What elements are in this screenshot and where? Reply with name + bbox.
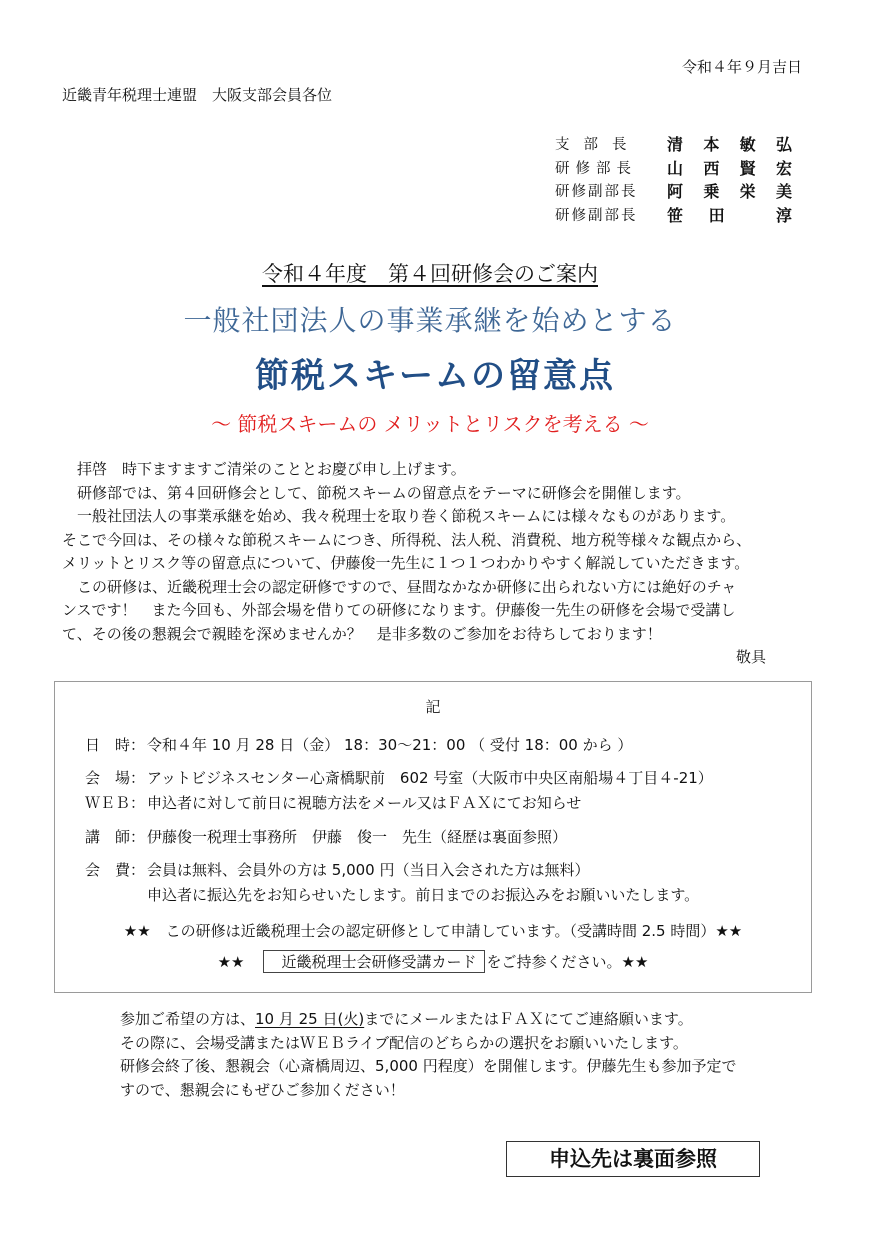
signer-title: 研修副部長 xyxy=(555,184,638,201)
signer-name xyxy=(667,203,792,226)
signer-name-char: 山 xyxy=(667,158,684,178)
signer-name-char: 弘 xyxy=(775,135,792,155)
event-subtitle: 一般社団法人の事業承継を始めとする xyxy=(183,304,677,337)
detail-label: 日 時： xyxy=(85,736,146,754)
signer-name xyxy=(667,156,792,179)
certification-note: ★★ この研修は近畿税理士会の認定研修として申請しています。（受講時間 2.5 時間）★★ xyxy=(123,922,743,940)
signer-name-char: 栄 xyxy=(739,182,756,202)
body-line: ンスです！ また今回も、外部会場を借りての研修になります。伊藤俊一先生の研修を会場で受講し xyxy=(62,601,736,619)
detail-fee-note: 申込者に振込先をお知らせいたします。前日までのお振込みをお願いいたします。 xyxy=(147,886,700,904)
detail-value: アットビジネスセンター心斎橋駅前 602 号室（大阪市中央区南船場４丁目４-21） xyxy=(147,769,713,787)
signer-name-char: 田 xyxy=(708,205,725,225)
signer-name-char: 美 xyxy=(775,182,792,202)
body-line: この研修は、近畿税理士会の認定研修ですので、昼間なかなか研修に出られない方には絶好のチャ xyxy=(62,577,737,596)
signer-name xyxy=(667,179,792,202)
footer-line: その際に、会場受講またはＷＥＢライブ配信のどちらかの選択をお願いいたします。 xyxy=(120,1033,688,1052)
card-prefix: ★★ xyxy=(217,953,245,971)
signer-list xyxy=(555,132,792,226)
body-line: メリットとリスク等の留意点について、伊藤俊一先生に１つ１つわかりやすく解説していただきます。 xyxy=(62,554,750,572)
footer-text: までにメールまたはＦＡＸにてご連絡願います。 xyxy=(364,1010,693,1028)
detail-value: 申込者に対して前日に視聴方法をメール又はＦＡＸにてお知らせ xyxy=(147,794,582,812)
event-tagline: ～ 節税スキームの メリットとリスクを考える ～ xyxy=(211,412,649,436)
signer-row xyxy=(555,203,792,227)
footer-line xyxy=(120,1008,737,1032)
signer-name-char: 敏 xyxy=(739,135,756,155)
event-headline: 節税スキームの留意点 xyxy=(255,356,615,396)
detail-value: 令和４年 10 月 28 日（金） 18：30～21：00 （ 受付 18：00 から ） xyxy=(147,736,633,754)
signer-name-char: 本 xyxy=(703,135,720,155)
signer-name-char: 乗 xyxy=(703,182,720,202)
deadline-date: 10 月 25 日(火) xyxy=(255,1010,365,1028)
detail-fee xyxy=(85,859,589,880)
card-suffix: をご持参ください。★★ xyxy=(486,953,649,971)
footer-line: すので、懇親会にもぜひご参加ください！ xyxy=(120,1080,405,1099)
body-line: 拝啓 時下ますますご清栄のこととお慶び申し上げます。 xyxy=(62,460,466,478)
detail-label: 会 費： xyxy=(85,861,146,879)
detail-label: 会 場： xyxy=(85,769,146,787)
body-line: 一般社団法人の事業承継を始め、我々税理士を取り巻く節税スキームには様々なものがあります。 xyxy=(62,507,736,525)
card-name-box: 近畿税理士会研修受講カード xyxy=(263,950,485,973)
signer-name-char: 賢 xyxy=(739,158,756,178)
body-line: 研修部では、第４回研修会として、節税スキームの留意点をテーマに研修会を開催します。 xyxy=(62,483,691,502)
signer-name-char: 清 xyxy=(667,135,684,155)
signer-name-char: 淳 xyxy=(775,205,792,225)
body-line: て、その後の懇親会で親睦を深めませんか？ 是非多数のご参加をお待ちしております！ xyxy=(62,624,662,643)
card-note xyxy=(55,950,811,973)
application-notes xyxy=(120,1008,737,1102)
letter-body xyxy=(62,458,818,670)
detail-value: 会員は無料、会員外の方は 5,000 円（当日入会された方は無料） xyxy=(147,861,590,879)
closing-word: 敬具 xyxy=(735,648,766,666)
detail-label: 講 師： xyxy=(85,828,146,846)
signer-name-char: 阿 xyxy=(667,182,684,202)
detail-label: ＷＥＢ： xyxy=(85,794,146,812)
detail-value: 伊藤俊一税理士事務所 伊藤 俊一 先生（経歴は裏面参照） xyxy=(147,828,568,846)
event-title-text: 令和４年度 第４回研修会のご案内 xyxy=(262,262,598,286)
signer-title: 研修部長 xyxy=(555,160,637,177)
apply-reference-box: 申込先は裏面参照 xyxy=(506,1141,760,1177)
detail-datetime xyxy=(85,734,632,755)
signer-title: 支部長 xyxy=(555,137,641,154)
event-title xyxy=(0,258,860,288)
detail-venue xyxy=(85,767,713,788)
issue-date: 令和４年９月吉日 xyxy=(681,58,802,76)
footer-text: 参加ご希望の方は、 xyxy=(120,1010,256,1028)
signer-row xyxy=(555,179,792,203)
signer-row xyxy=(555,156,792,180)
signer-title: 研修副部長 xyxy=(555,207,638,224)
details-box xyxy=(54,681,812,993)
footer-line: 研修会終了後、懇親会（心斎橋周辺、5,000 円程度）を開催します。伊藤先生も参加予定で xyxy=(120,1057,737,1075)
signer-name xyxy=(667,132,792,155)
details-heading: 記 xyxy=(425,698,441,716)
detail-lecturer xyxy=(85,826,567,847)
signer-row xyxy=(555,132,792,156)
signer-name-char: 西 xyxy=(703,158,720,178)
addressee: 近畿青年税理士連盟 大阪支部会員各位 xyxy=(62,86,333,104)
detail-web xyxy=(85,792,581,813)
signer-name-char: 笹 xyxy=(667,205,684,225)
signer-name-char: 宏 xyxy=(775,158,792,178)
body-line: そこで今回は、その様々な節税スキームにつき、所得税、法人税、消費税、地方税等様々な観点から、 xyxy=(62,530,752,549)
